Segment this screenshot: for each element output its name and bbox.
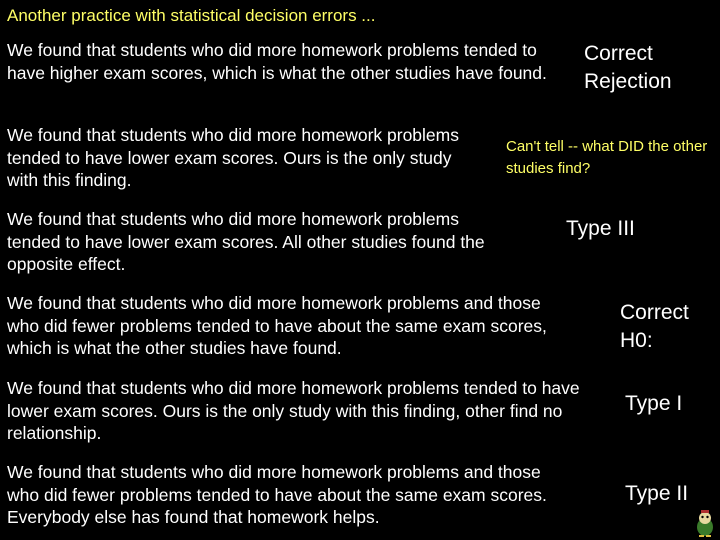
mascot-icon bbox=[692, 508, 718, 538]
answer-6: Type II bbox=[625, 482, 689, 505]
scenario-4: We found that students who did more homework problems and those who did fewer problems tended to have about the same exam scores, which is what the other studies have found. bbox=[7, 293, 547, 358]
scenario-2: We found that students who did more homework problems tended to have lower exam scores. Ours is the only study with this finding. bbox=[7, 125, 459, 190]
scenario-5: We found that students who did more homework problems tended to have lower exam scores. Ours is the only study with this finding, other find no relationship. bbox=[7, 378, 580, 443]
answer-1: Correct Rejection bbox=[584, 42, 672, 93]
answer-2: Can't tell -- what DID the other studies find? bbox=[506, 138, 708, 177]
scenario-1: We found that students who did more homework problems tended to have higher exam scores, which is what the other studies have found. bbox=[7, 40, 547, 83]
answer-4: Correct H0: bbox=[620, 301, 689, 352]
scenario-3: We found that students who did more homework problems tended to have lower exam scores. All other studies found the opposite effect. bbox=[7, 209, 485, 274]
answer-5: Type I bbox=[625, 392, 683, 415]
scenario-6: We found that students who did more homework problems and those who did fewer problems tended to have about the same exam scores. Everybody else has found that homework helps. bbox=[7, 462, 547, 527]
answer-3: Type III bbox=[566, 217, 635, 240]
slide-title: Another practice with statistical decision errors ... bbox=[7, 6, 376, 25]
